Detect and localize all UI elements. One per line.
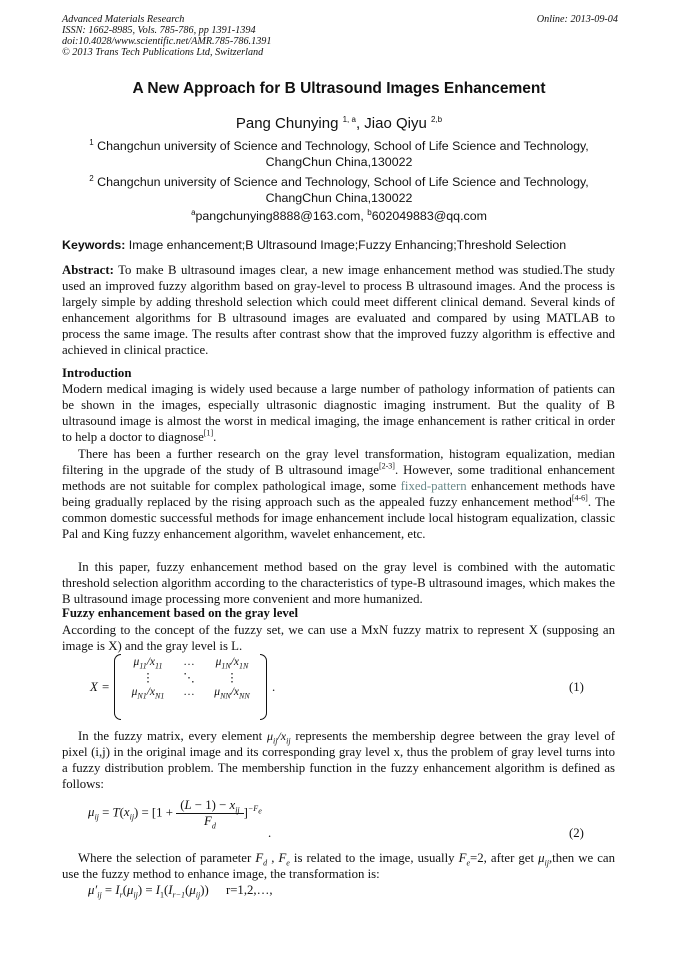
affiliation-1-line1: Changchun university of Science and Technology, School of Life Science and Technology, bbox=[97, 139, 589, 153]
equation-2-fraction: $\frac{(L - 1) - x_{ij}}{F_d}$ bbox=[176, 798, 243, 829]
section-heading-fuzzy: Fuzzy enhancement based on the gray level bbox=[62, 606, 299, 620]
issn-line: ISSN: 1662-8985, Vols. 785-786, pp 1391-1394 bbox=[62, 25, 256, 36]
author-line bbox=[0, 115, 678, 132]
left-paren bbox=[114, 654, 121, 720]
paper-title: A New Approach for B Ultrasound Images Enhancement bbox=[132, 80, 546, 97]
doi-line: doi:10.4028/www.scientific.net/AMR.785-786.1391 bbox=[62, 36, 272, 47]
author-separator: , bbox=[355, 115, 365, 132]
intro-p1-end: . bbox=[213, 430, 217, 444]
fuzzy-p3-e: ,then we can use the fuzzy method to enhance image, the transformation is: bbox=[62, 851, 615, 881]
intro-p2-a: There has been a further research on the gray level transformation, histogram equalization, median filtering in the upgrade of the study of B ultrasound image bbox=[62, 447, 615, 477]
matrix-symbol: X bbox=[90, 680, 98, 694]
equals-sign: = bbox=[102, 680, 110, 694]
intro-p1-text: Modern medical imaging is widely used because a large number of pathology information of patients can be shown in the images, especially ultrasonic diagnostic imaging instrument. But the quality of B ultrasound image is almost the worst in medical imaging, the image enhancement is rather critical in order to help a doctor to diagnose bbox=[62, 382, 615, 444]
intro-paragraph-3: In this paper, fuzzy enhancement method based on the gray level is combined with the automatic threshold selection algorithm according to the characteristics of type-B ultrasound images, which makes the B ultrasound image processing more convenient and more humanized. bbox=[62, 560, 615, 606]
fixed-pattern-term: fixed-pattern bbox=[400, 479, 467, 493]
equation-2-number: (2) bbox=[569, 826, 584, 840]
inline-membership-element: $\mu_{ij}/x_{ij}$ bbox=[266, 729, 291, 746]
intro-paragraph-2 bbox=[62, 446, 615, 542]
equation-1-number: (1) bbox=[569, 680, 584, 694]
author-2-affiliation: 2,b bbox=[431, 115, 443, 124]
citation-2-3: [2-3] bbox=[378, 461, 395, 471]
affiliation-2-line2: ChangChun China,130022 bbox=[265, 191, 413, 205]
equation-3-range: r=1,2,…, bbox=[225, 883, 273, 897]
matrix-grid: $\mu_{11}/x_{11}$ … $\mu_{1N}/x_{1N}$ ⋮ ⋱ ⋮ $\mu_{N1}/x_{N1}$ … $\mu_{NN}/x_{NN}$ bbox=[131, 656, 250, 701]
fuzzy-paragraph-3: Where the selection of parameter $F_d$ , $F_e$ is related to the image, usually $F_e=2$, after get $\mu_{ij},then$ we can use the fuzzy method to enhance image, the transformation is: bbox=[62, 851, 615, 881]
affiliation-2-num: 2 bbox=[89, 173, 94, 183]
affiliation-1 bbox=[0, 138, 678, 170]
author-1-affiliation: 1, a bbox=[342, 115, 356, 124]
fuzzy-p2-rest: represents the membership degree between the gray level of pixel (i,j) in the original image and its corresponding gray level x, thus the problem of gray level turns into a fuzzy distribution problem. The membership function in the fuzzy enhancement algorithm is defined as follows: bbox=[62, 729, 615, 791]
email-a: pangchunying8888@163.com, bbox=[195, 209, 368, 223]
keywords-label: Keywords: bbox=[62, 238, 126, 252]
citation-1: [1] bbox=[203, 428, 214, 438]
citation-4-6: [4-6] bbox=[571, 493, 588, 503]
keywords bbox=[62, 238, 618, 252]
intro-paragraph-1 bbox=[62, 381, 615, 445]
email-b-mark: b bbox=[367, 207, 372, 217]
copyright-line: © 2013 Trans Tech Publications Ltd, Switzerland bbox=[62, 47, 264, 58]
journal-header bbox=[62, 14, 618, 58]
right-paren bbox=[260, 654, 267, 720]
fuzzy-paragraph-1: According to the concept of the fuzzy set, we can use a MxN fuzzy matrix to represent X (supposing an image is X) and the gray level is L. bbox=[62, 623, 615, 653]
journal-name: Advanced Materials Research bbox=[62, 14, 185, 25]
equation-2: $\mu_{ij} = T(x_{ij}) = [1$ + $\frac{(L - 1) - x_{ij}}{F_d}$ ]$^{-F_e}$ bbox=[88, 798, 262, 831]
affiliation-2-line1: Changchun university of Science and Technology, School of Life Science and Technology, bbox=[97, 175, 589, 189]
email-line bbox=[0, 209, 678, 223]
affiliation-1-num: 1 bbox=[89, 137, 94, 147]
affiliation-2 bbox=[0, 174, 678, 206]
abstract bbox=[62, 262, 615, 358]
author-2: Jiao Qiyu bbox=[364, 115, 427, 132]
online-date: Online: 2013-09-04 bbox=[536, 14, 618, 25]
keywords-text: Image enhancement;B Ultrasound Image;Fuzzy Enhancing;Threshold Selection bbox=[125, 238, 567, 252]
section-heading-introduction: Introduction bbox=[62, 366, 132, 380]
equation-3: $\mu'_{ij} = I_r(\mu_{ij}) = I_1(I_{r-1}(\mu_{ij}))$ r=1,2,…, bbox=[88, 883, 273, 900]
abstract-text: To make B ultrasound images clear, a new image enhancement method was studied.The study used an improved fuzzy algorithm based on gray-level to process B ultrasound images. And the process is largely simple by adding threshold selection which could meet different clinical demand. Several kinds of enhancement algorithms for B ultrasound images are evaluated and compared by using MATLAB to process the same image. The results after contrast show that the improved fuzzy algorithm is effective and achieved in clinical practice. bbox=[62, 263, 615, 357]
fuzzy-p3-c: is related to the image, usually bbox=[289, 851, 459, 865]
fuzzy-paragraph-2 bbox=[62, 728, 615, 792]
fuzzy-p3-b: , bbox=[267, 851, 279, 865]
intro-p2-d: . The common domestic successful methods for image enhancement include local histogram equalization, classic Pal and King fuzzy enhancement algorithm, wavelet enhancement, etc. bbox=[62, 495, 615, 541]
abstract-label: Abstract: bbox=[62, 263, 114, 277]
fuzzy-p3-d: =2, after get bbox=[470, 851, 539, 865]
fuzzy-p2-start: In the fuzzy matrix, every element bbox=[78, 729, 267, 743]
email-a-mark: a bbox=[191, 207, 196, 217]
author-1: Pang Chunying bbox=[235, 115, 339, 132]
email-b: 602049883@qq.com bbox=[371, 209, 487, 223]
intro-p2-b: . However, some traditional enhancement methods are not suitable for complex pathological image, some bbox=[62, 463, 615, 493]
affiliation-1-line2: ChangChun China,130022 bbox=[265, 155, 413, 169]
fuzzy-p3-a: Where the selection of parameter bbox=[78, 851, 256, 865]
intro-p2-c: enhancement methods have being gradually replaced by the rising approach such as the appealed fuzzy enhancement method bbox=[62, 479, 615, 509]
